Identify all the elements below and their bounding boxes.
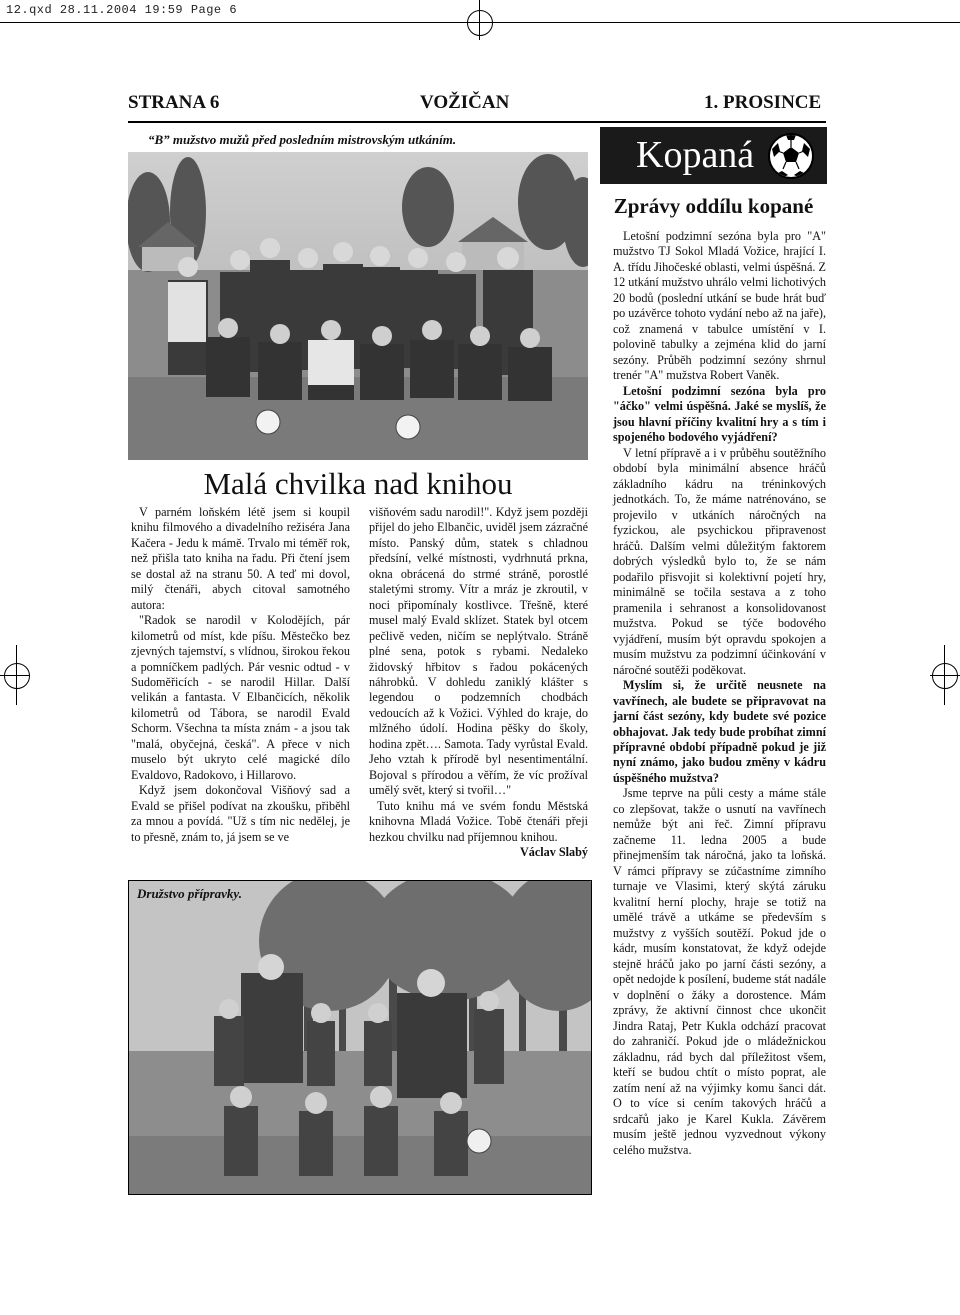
interview-question: Letošní podzimní sezóna byla pro "áčko" velmi úspěšná. Jaké se myslíš, že jsou hlavní příčiny kvalitní hry a s tím i spojeného bodového vyjádření?	[613, 383, 826, 445]
banner-title: Kopaná	[636, 134, 755, 176]
author-signature: Václav Slabý	[519, 844, 588, 859]
article-paragraph: Tuto knihu má ve svém fondu Městská knihovna Mladá Vožice. Tobě čtenáři přeji hezkou chvilku nad příjemnou knihou.	[369, 798, 588, 844]
football-article	[613, 229, 826, 1158]
article-paragraph: Letošní podzimní sezóna byla pro "A" mužstvo TJ Sokol Mladá Vožice, hrající I. A. třídu Jihočeské oblasti, velmi úspěšná. Z 12 utkání mužstvo uhrálo velmi lichotivých 20 bodů (poslední utkání se bude hrát buď po uzávěrce tohoto vydání nebo až na jaře), což znamená v tabulce umístění v I. polovině tabulky a zejména klid do jarní sezóny. Průběh podzimní sezóny shrnul trenér "A" mužstva Robert Vaněk.	[613, 229, 826, 383]
issue-date: 1. PROSINCE	[704, 92, 822, 113]
team-photo-b	[128, 152, 588, 460]
book-column-1	[131, 505, 350, 845]
registration-mark-right	[930, 645, 960, 705]
print-slug: 12.qxd 28.11.2004 19:59 Page 6	[6, 3, 238, 17]
newspaper-title: VOŽIČAN	[420, 92, 510, 113]
interview-question: Myslím si, že určitě neusnete na vavřínech, ale budete se připravovat na jarní část sezóny, kdy budete své pozice obhajovat. Jak tedy bude probíhat zimní přípravné období případně pokud je již nyní známo, jako budou změny v kádru úspěšného mužstva?	[613, 678, 826, 785]
page-number: STRANA 6	[128, 92, 220, 113]
article-paragraph: V parném loňském létě jsem si koupil knihu filmového a divadelního režiséra Jana Kačera - Jedu k mámě. Trvalo mi téměř rok, než přišla tato kniha na řadu. Při čtení jsem se dostal až na stranu 50. A teď mi dovol, milý čtenáři, abych citoval samotného autora:	[131, 505, 350, 612]
crop-mark-top	[0, 0, 960, 40]
article-paragraph: "Radok se narodil v Kolodějích, pár kilometrů od míst, kde píšu. Městečko bez zjevných tajemství, s vlídnou, širokou řekou a pomníčkem padlých. Pár vesnic odtud - v Sudoměřicích - se narodil Hillar. Další velikán a fantasta. V Elbančicích, několik kilometrů od Tábora, se narodil Evald Schorm. Všechna ta místa znám - a jsou tak "malá, obyčejná, česká". A přece v nich muselo být ukryto celé magické dílo Evaldovo, Radokovo, i Hillarovo.	[131, 613, 350, 782]
article-paragraph: Když jsem dokončoval Višňový sad a Evald se přišel podívat na zkoušku, přiběhl za mnou a povídá. "Už s tím nic nedělej, je to přesně, znám to, já jsem se ve	[131, 783, 350, 844]
football-section-title: Zprávy oddílu kopané	[613, 194, 814, 218]
article-paragraph: V letní přípravě a i v průběhu soutěžního období byla minimální absence hráčů základního kádru na tréninkových jednotkách. To, že máme natrénováno, se projevilo v utkáních náročných na fyzickou, ale psychickou připravenost hráčů. Dalším velmi důležitým faktorem dobrých výsledků bylo to, že se nám podařilo přisvojit si kolektivní pojetí hry, minimálně se točila sestava a z toho pramenila i sehranost a konsolidovanost mužstva. Pokud se týče bodového vyjádření, musím být opravdu spokojen a musím mužstvu za podzimní účinkování v náročné soutěži poděkovat.	[613, 445, 826, 677]
article-paragraph: Jsme teprve na půli cesty a máme stále co zlepšovat, takže o usnutí na vavřínech nemůže být ani řeč. Zimní přípravu začneme 11. ledna 2005 a bude přinejmenším tak náročná, jako ta loňská. V rámci přípravy se zúčastníme zimního turnaje ve Vlasimi, který skýtá záruku kvalitní herní plochy, hraje se totiž na umělé trávě a utkáme se především s mužstvy z vyšších soutěží. Pokud jde o kádr, musím konstatovat, že když odejde stejně hráčů jako po jarní části sezóny, a opět nedojde k posílení, budeme stát nadále v doplnění o žáky a dorostence. Mám zprávy, že aktivní činnost chce ukončit Jindra Rataj, Petr Kukla odchází pracovat do zahraničí. Pokud jde o mládežnickou základnu, rád bych dal příležitost všem, kteří se budou chtít o místo poprat, ale zatím není až na výjimky komu šanci dát. O to více si cením takových hráčů a srdcařů jako je Karel Kukla. Závěrem musím ještě jednou vyzvednout výkony celého mužstva.	[613, 786, 826, 1157]
registration-mark-left	[0, 645, 30, 705]
book-headline: Malá chvilka nad knihou	[203, 466, 513, 501]
book-column-2	[369, 505, 588, 860]
soccer-ball-icon	[768, 133, 814, 179]
team-photo-youth	[128, 880, 592, 1195]
article-paragraph: višňovém sadu narodil!". Když jsem později přijel do jeho Elbančic, uviděl jsem zázračné místo. Panský dům, statek s chladnou předsíní, velké místnosti, vydrhnutá prkna, okna obrácená do strmé stráně, porostlé staletými stromy. Vítr a mráz je zkroutil, v noci připomínaly kostlivce. Třešně, které musel malý Evald sklízet. Statek byl otcem pečlivě veden, ničím se neplýtvalo. Stráně plné sena, potok s rybami. Nedaleko židovský hřbitov s řadou pokácených náhrobků. V dohledu zaniklý klášter s legendou o podzemních chodbách vedoucích až k Vožici. Výhled do kraje, do mlžného údolí. Hodina pěšky do školy, hodina zpět…. Samota. Tady vyrůstal Evald. Jeho vztah k přírodě byl nesentimentální. Bojoval s přírodou a věřím, že víc prožíval umělý svět, který si tvořil…"	[369, 505, 588, 798]
section-banner	[600, 127, 827, 184]
photo-caption-bottom: Družstvo přípravky.	[137, 886, 242, 901]
header-rule	[128, 121, 826, 123]
photo-caption-top: “B” mužstvo mužů před posledním mistrovským utkáním.	[148, 132, 457, 147]
